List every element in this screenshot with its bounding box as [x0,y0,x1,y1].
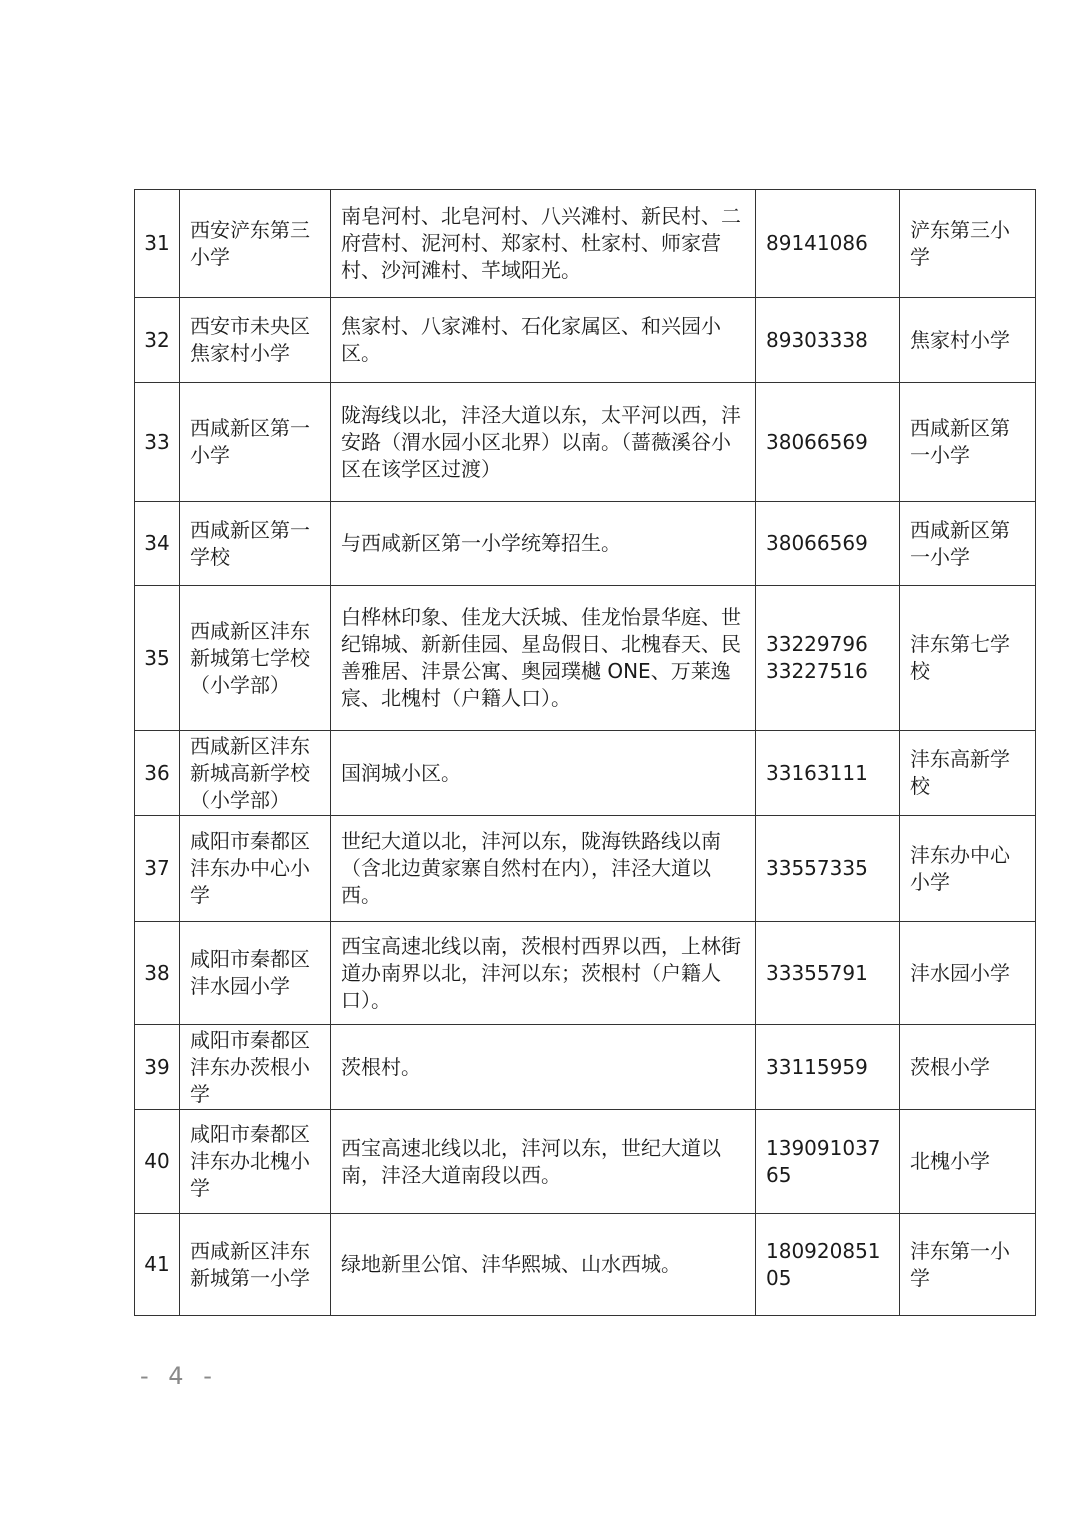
row-number: 40 [135,1110,180,1214]
contact-phone: 13909103765 [756,1110,900,1214]
table-row [135,1025,1036,1110]
row-number: 38 [135,922,180,1025]
registration-point: 焦家村小学 [900,298,1036,383]
row-number: 39 [135,1025,180,1110]
enrollment-area: 白桦林印象、佳龙大沃城、佳龙怡景华庭、世纪锦城、新新佳园、星岛假日、北槐春天、民善雅居、沣景公寓、奥园璞樾 ONE、万莱逸宸、北槐村（户籍人口）。 [331,586,756,731]
registration-point: 浐东第三小学 [900,190,1036,298]
school-name: 咸阳市秦都区沣东办中心小学 [180,816,331,922]
contact-phone: 33229796 33227516 [756,586,900,731]
table-body [135,190,1036,1316]
table-row [135,1110,1036,1214]
enrollment-area: 茨根村。 [331,1025,756,1110]
school-name: 西安浐东第三小学 [180,190,331,298]
row-number: 33 [135,383,180,502]
registration-point: 沣东第一小学 [900,1214,1036,1316]
registration-point: 北槐小学 [900,1110,1036,1214]
table-row [135,298,1036,383]
table-row [135,1214,1036,1316]
table-row [135,586,1036,731]
school-name: 咸阳市秦都区沣水园小学 [180,922,331,1025]
registration-point: 沣东第七学校 [900,586,1036,731]
school-name: 西咸新区第一学校 [180,502,331,586]
row-number: 34 [135,502,180,586]
school-name: 西咸新区沣东新城第七学校（小学部） [180,586,331,731]
table-row [135,190,1036,298]
registration-point: 西咸新区第一小学 [900,502,1036,586]
page-number: - 4 - [140,1362,218,1390]
school-name: 西安市未央区焦家村小学 [180,298,331,383]
contact-phone: 33163111 [756,731,900,816]
school-district-table [134,189,1036,1316]
enrollment-area: 西宝高速北线以南，茨根村西界以西，上林街道办南界以北，沣河以东；茨根村（户籍人口）。 [331,922,756,1025]
contact-phone: 18092085105 [756,1214,900,1316]
contact-phone: 38066569 [756,383,900,502]
enrollment-area: 焦家村、八家滩村、石化家属区、和兴园小区。 [331,298,756,383]
row-number: 31 [135,190,180,298]
contact-phone: 89303338 [756,298,900,383]
contact-phone: 89141086 [756,190,900,298]
contact-phone: 33355791 [756,922,900,1025]
school-name: 西咸新区沣东新城第一小学 [180,1214,331,1316]
contact-phone: 38066569 [756,502,900,586]
enrollment-area: 与西咸新区第一小学统筹招生。 [331,502,756,586]
enrollment-area: 国润城小区。 [331,731,756,816]
row-number: 32 [135,298,180,383]
enrollment-area: 绿地新里公馆、沣华熙城、山水西城。 [331,1214,756,1316]
registration-point: 沣水园小学 [900,922,1036,1025]
table-row [135,922,1036,1025]
contact-phone: 33115959 [756,1025,900,1110]
enrollment-area: 陇海线以北，沣泾大道以东，太平河以西，沣安路（渭水园小区北界）以南。（蔷薇溪谷小区在该学区过渡） [331,383,756,502]
enrollment-area: 南皂河村、北皂河村、八兴滩村、新民村、二府营村、泥河村、郑家村、杜家村、师家营村、沙河滩村、芊域阳光。 [331,190,756,298]
row-number: 35 [135,586,180,731]
registration-point: 茨根小学 [900,1025,1036,1110]
table-row [135,502,1036,586]
row-number: 41 [135,1214,180,1316]
table-row [135,383,1036,502]
table-row [135,731,1036,816]
table-row [135,816,1036,922]
enrollment-area: 西宝高速北线以北，沣河以东，世纪大道以南，沣泾大道南段以西。 [331,1110,756,1214]
row-number: 37 [135,816,180,922]
row-number: 36 [135,731,180,816]
school-name: 咸阳市秦都区沣东办北槐小学 [180,1110,331,1214]
registration-point: 西咸新区第一小学 [900,383,1036,502]
school-name: 咸阳市秦都区沣东办茨根小学 [180,1025,331,1110]
contact-phone: 33557335 [756,816,900,922]
enrollment-area: 世纪大道以北，沣河以东，陇海铁路线以南（含北边黄家寨自然村在内），沣泾大道以西。 [331,816,756,922]
registration-point: 沣东办中心小学 [900,816,1036,922]
school-name: 西咸新区第一小学 [180,383,331,502]
school-name: 西咸新区沣东新城高新学校（小学部） [180,731,331,816]
registration-point: 沣东高新学校 [900,731,1036,816]
